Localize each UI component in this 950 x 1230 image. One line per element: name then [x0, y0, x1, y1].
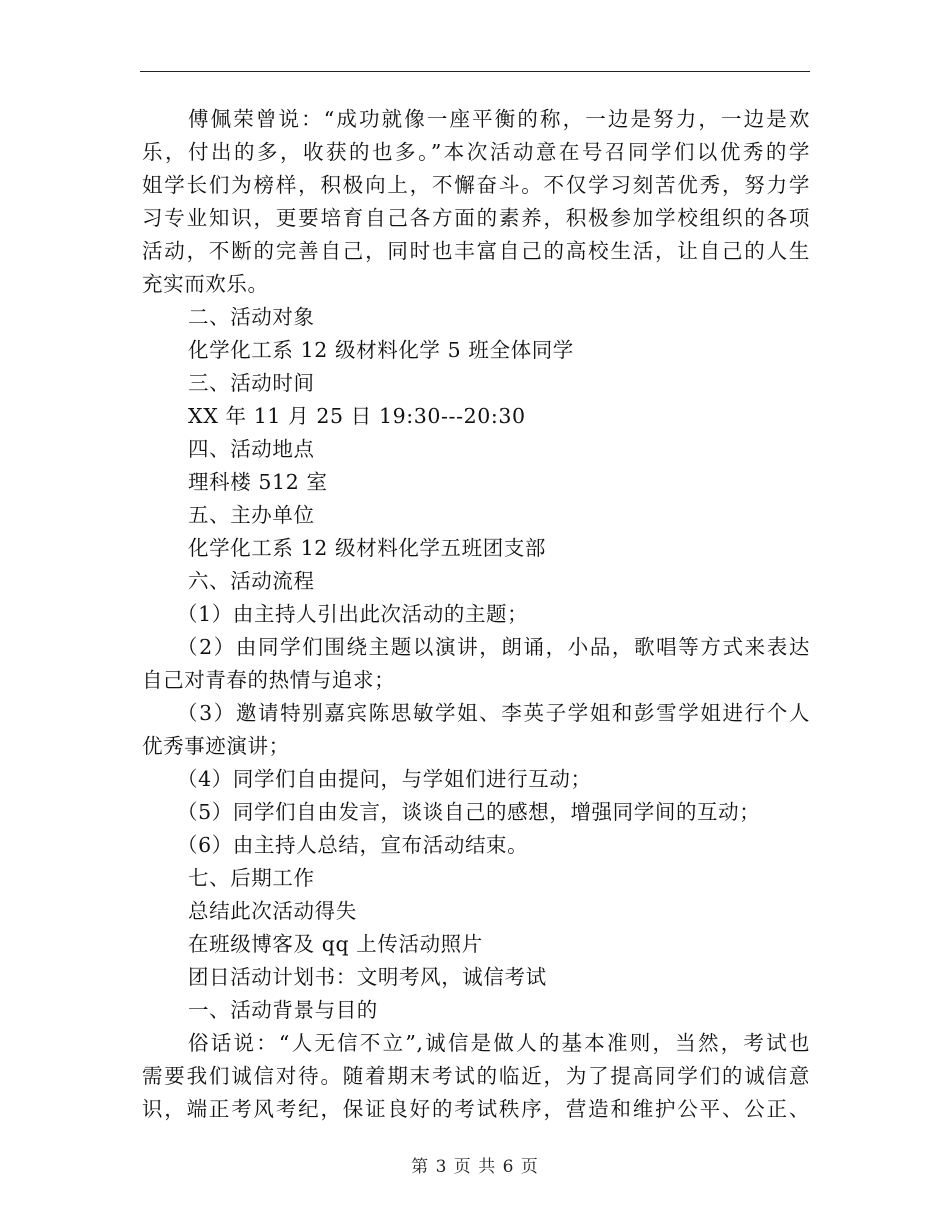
text-line: 五、主办单位: [188, 503, 315, 527]
text-line: 总结此次活动得失: [188, 899, 357, 923]
text-line: 六、活动流程: [188, 569, 315, 593]
text-line: 在班级博客及 qq 上传活动照片: [188, 932, 483, 956]
text-line: （1）由主持人引出此次活动的主题；: [177, 602, 529, 626]
text-line: 傅佩荣曾说：“成功就像一座平衡的称，一边是努力，一边是欢: [188, 107, 810, 131]
text-line: 俗话说：“人无信不立”,诚信是做人的基本准则，当然，考试也: [188, 1031, 810, 1055]
text-line: 优秀事迹演讲；: [142, 734, 290, 758]
text-line: 自己对青春的热情与追求；: [142, 668, 396, 692]
text-line: 充实而欢乐。: [142, 272, 269, 296]
header-rule: [140, 71, 810, 72]
document-body: [142, 103, 810, 1126]
text-line: 识，端正考风考纪，保证良好的考试秩序，营造和维护公平、公正、: [142, 1097, 810, 1121]
text-line: （6）由主持人总结，宣布活动结束。: [177, 833, 529, 857]
text-line: XX 年 11 月 25 日 19:30---20:30: [188, 404, 526, 428]
text-line: 二、活动对象: [188, 305, 315, 329]
text-line: 团日活动计划书：文明考风，诚信考试: [188, 965, 547, 989]
text-line: （5）同学们自由发言，谈谈自己的感想，增强同学间的互动；: [177, 800, 761, 824]
text-line: 四、活动地点: [188, 437, 315, 461]
page-number-footer: 第 3 页 共 6 页: [411, 1157, 539, 1177]
text-line: 化学化工系 12 级材料化学 5 班全体同学: [188, 338, 574, 362]
text-line: 化学化工系 12 级材料化学五班团支部: [188, 536, 547, 560]
text-line: 七、后期工作: [188, 866, 315, 890]
text-line: 习专业知识，更要培育自己各方面的素养，积极参加学校组织的各项: [142, 206, 810, 230]
text-line: 三、活动时间: [188, 371, 315, 395]
text-line: 需要我们诚信对待。随着期末考试的临近，为了提高同学们的诚信意: [142, 1064, 810, 1088]
text-line: 活动，不断的完善自己，同时也丰富自己的高校生活，让自己的人生: [142, 239, 810, 263]
text-line: 乐，付出的多，收获的也多。”本次活动意在号召同学们以优秀的学: [142, 140, 810, 164]
text-line: （2）由同学们围绕主题以演讲，朗诵，小品，歌唱等方式来表达: [177, 635, 810, 659]
text-line: 理科楼 512 室: [188, 470, 328, 494]
text-line: 一、活动背景与目的: [188, 998, 378, 1022]
text-line: 姐学长们为榜样，积极向上，不懈奋斗。不仅学习刻苦优秀，努力学: [142, 173, 810, 197]
text-line: （4）同学们自由提问，与学姐们进行互动；: [177, 767, 592, 791]
text-line: （3）邀请特别嘉宾陈思敏学姐、李英子学姐和彭雪学姐进行个人: [177, 701, 810, 725]
